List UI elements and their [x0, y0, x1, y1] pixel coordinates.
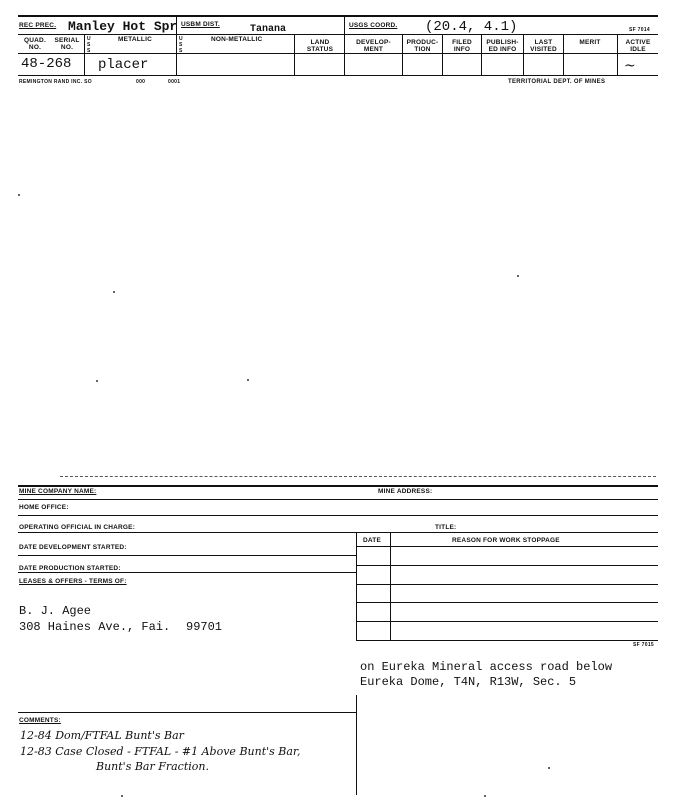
scan-speck — [121, 795, 123, 797]
row-line — [356, 602, 658, 603]
printer-imprint: REMINGTON RAND INC. SO — [19, 79, 92, 85]
col-metallic-prefix: U S S — [87, 36, 91, 54]
col-nonmetallic-prefix: U S S — [179, 36, 183, 54]
col-last-visited: LAST VISITED — [530, 39, 557, 53]
comments-top-line — [18, 712, 356, 713]
row-line — [356, 565, 658, 566]
date-column-label: DATE — [363, 537, 382, 544]
row-line — [356, 640, 658, 641]
lower-card-edge — [60, 476, 656, 477]
usgs-coord-label: USGS COORD. — [349, 22, 398, 29]
record-row-bottom — [18, 75, 658, 76]
row-line — [356, 584, 658, 585]
lower-top-border — [18, 485, 658, 487]
reason-column-label: REASON FOR WORK STOPPAGE — [452, 537, 560, 544]
col-filed-info: FILED INFO — [452, 39, 472, 53]
date-production-label: DATE PRODUCTION STARTED: — [19, 565, 121, 572]
col-development: DEVELOP-MENT — [356, 39, 391, 53]
row-line — [18, 555, 356, 556]
mine-company-label: MINE COMPANY NAME: — [19, 488, 97, 495]
divider — [344, 15, 345, 75]
comment-line-1: 12-84 Dom/FTFAL Bunt's Bar — [20, 729, 184, 742]
rec-prec-label: REC PREC. — [19, 22, 57, 29]
mine-address-label: MINE ADDRESS: — [378, 488, 433, 495]
territorial-dept: TERRITORIAL DEPT. OF MINES — [508, 79, 606, 85]
form-number-top: SF 7014 — [629, 27, 651, 33]
row-line — [356, 621, 658, 622]
quad-serial-value: 48-268 — [21, 56, 72, 72]
comment-line-3: Bunt's Bar Fraction. — [96, 760, 209, 773]
usgs-coord-value: (20.4, 4.1) — [425, 19, 518, 35]
col-merit: MERIT — [579, 39, 601, 46]
leases-label: LEASES & OFFERS - TERMS OF: — [19, 578, 127, 585]
form-number-bottom: SF 7015 — [633, 642, 655, 648]
col-quad-no: QUAD. NO. — [24, 37, 46, 51]
printer-code-2: 0001 — [168, 79, 181, 85]
lessee-zip: 99701 — [186, 620, 223, 634]
col-production: PRODUC-TION — [406, 39, 439, 53]
col-land-status: LAND STATUS — [306, 39, 334, 53]
scan-speck — [247, 379, 249, 381]
home-office-label: HOME OFFICE: — [19, 504, 69, 511]
divider — [481, 34, 482, 75]
usbm-dist-value: Tanana — [250, 24, 287, 35]
col-active-idle: ACTIVE IDLE — [625, 39, 651, 53]
divider — [402, 34, 403, 75]
location-line-2: Eureka Dome, T4N, R13W, Sec. 5 — [360, 675, 577, 689]
divider — [294, 34, 295, 75]
comments-label: COMMENTS: — [19, 717, 61, 724]
scan-speck — [517, 275, 519, 277]
stoppage-table-left — [356, 532, 357, 640]
operating-official-label: OPERATING OFFICIAL IN CHARGE: — [19, 524, 136, 531]
active-idle-mark: ~ — [624, 58, 636, 74]
printer-code-1: 000 — [136, 79, 146, 85]
date-development-label: DATE DEVELOPMENT STARTED: — [19, 544, 127, 551]
col-published-info: PUBLISH-ED INFO — [486, 39, 519, 53]
col-serial-no: SERIAL NO. — [54, 37, 80, 51]
divider — [617, 34, 618, 75]
usbm-dist-label: USBM DIST. — [181, 21, 220, 28]
scan-speck — [548, 767, 550, 769]
scan-speck — [113, 291, 115, 293]
divider — [523, 34, 524, 75]
comment-line-2: 12-83 Case Closed - FTFAL - #1 Above Bunt's Bar, — [20, 745, 301, 758]
row-line — [18, 532, 658, 533]
column-header-divider — [18, 53, 658, 54]
col-nonmetallic: NON-METALLIC — [211, 36, 263, 43]
scan-speck — [484, 795, 486, 797]
scan-speck — [96, 380, 98, 382]
header-divider — [18, 34, 658, 35]
lessee-name: B. J. Agee — [19, 604, 92, 618]
location-line-1: on Eureka Mineral access road below — [360, 660, 613, 674]
row-line — [356, 546, 658, 547]
row-line — [18, 572, 356, 573]
title-label: TITLE: — [435, 524, 457, 531]
col-metallic: METALLIC — [118, 36, 152, 43]
stoppage-table-date-divider — [390, 532, 391, 640]
lessee-address: 308 Haines Ave., Fai. — [19, 620, 171, 634]
row-line — [18, 515, 658, 516]
rec-prec-value: Manley Hot Spr — [68, 19, 178, 34]
top-border — [18, 15, 658, 17]
scan-speck — [18, 194, 20, 196]
divider — [563, 34, 564, 75]
divider — [84, 34, 85, 75]
row-line — [18, 499, 658, 500]
divider — [442, 34, 443, 75]
comments-right-edge — [356, 695, 357, 795]
metallic-value: placer — [98, 57, 149, 73]
